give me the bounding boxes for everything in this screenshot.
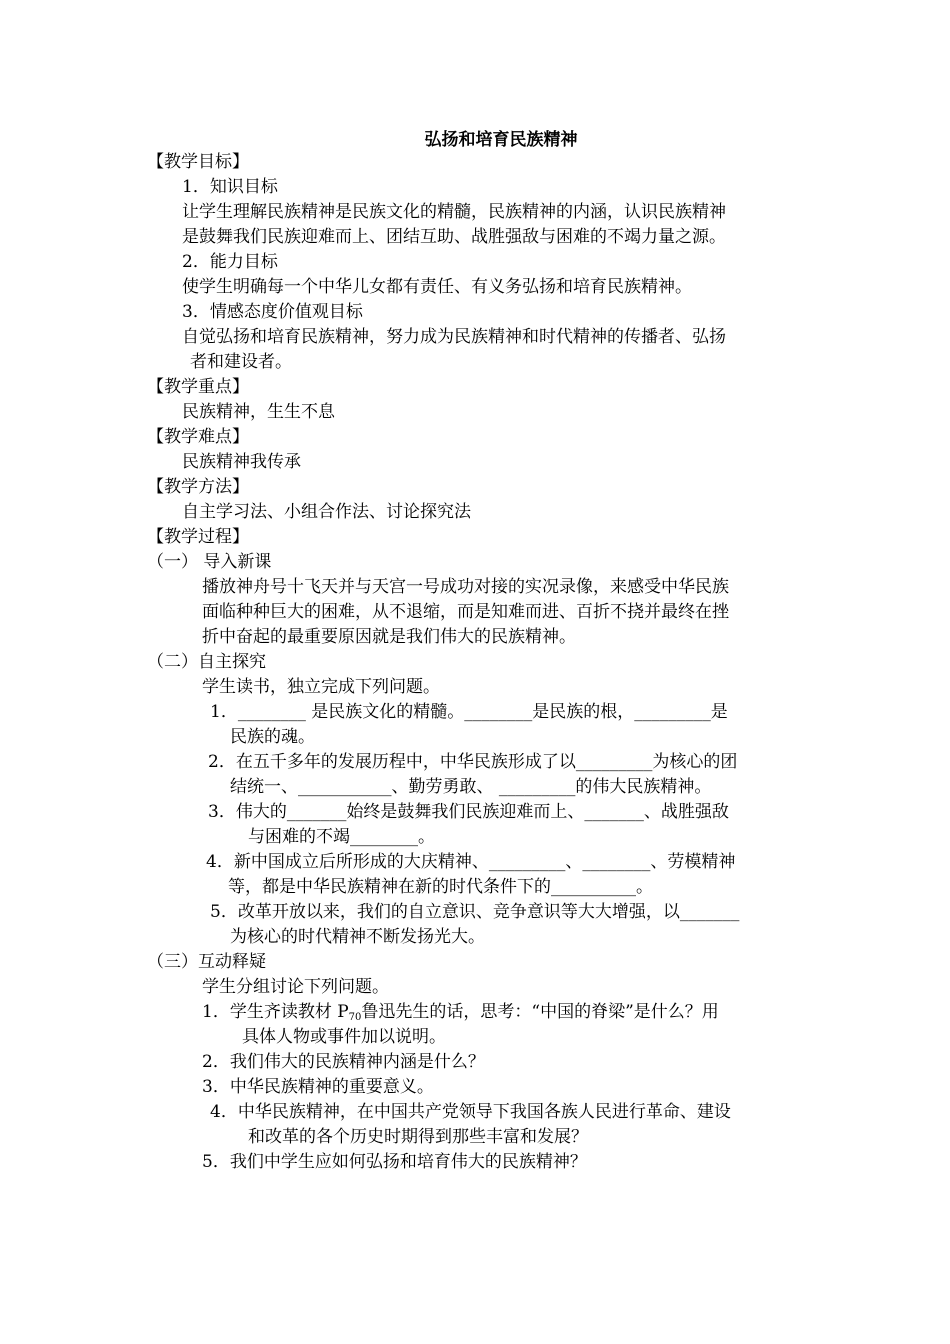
text-line <box>242 1025 446 1049</box>
text-line <box>182 300 363 324</box>
text-line <box>147 425 249 449</box>
line-text: 【教学目标】 <box>147 152 249 172</box>
line-text: 2．我们伟大的民族精神内涵是什么？ <box>202 1052 485 1072</box>
page-subscript: 70 <box>348 1012 362 1023</box>
text-line <box>210 700 728 724</box>
text-line <box>210 1100 731 1124</box>
line-text: 播放神舟号十飞天并与天宫一号成功对接的实况录像，来感受中华民族 <box>202 577 729 597</box>
line-text: 使学生明确每一个中华儿女都有责任、有义务弘扬和培育民族精神。 <box>182 277 692 297</box>
line-text: 【教学难点】 <box>147 427 249 447</box>
line-text: 为核心的时代精神不断发扬光大。 <box>230 927 485 947</box>
text-line <box>202 975 389 999</box>
text-line <box>202 1050 485 1074</box>
text-line <box>147 550 271 574</box>
line-text: 让学生理解民族精神是民族文化的精髓，民族精神的内涵，认识民族精神 <box>182 202 726 222</box>
line-text: （三）互动释疑 <box>147 952 266 972</box>
text-line <box>202 1075 434 1099</box>
line-text: 民族精神，生生不息 <box>182 402 335 422</box>
line-text: 【教学重点】 <box>147 377 249 397</box>
text-line <box>182 200 726 224</box>
line-text: 1．________ 是民族文化的精髓。________是民族的根，_________是 <box>210 702 728 722</box>
line-text: 折中奋起的最重要原因就是我们伟大的民族精神。 <box>202 627 576 647</box>
text-line <box>202 625 576 649</box>
line-text: 和改革的各个历史时期得到那些丰富和发展？ <box>248 1127 588 1147</box>
text-line <box>182 500 471 524</box>
text-line <box>202 675 440 699</box>
line-text: 面临种种巨大的困难，从不退缩，而是知难而进、百折不挠并最终在挫 <box>202 602 729 622</box>
line-text: 自觉弘扬和培育民族精神，努力成为民族精神和时代精神的传播者、弘扬 <box>182 327 726 347</box>
line-text: 学生分组讨论下列问题。 <box>202 977 389 997</box>
line-text: 【教学过程】 <box>147 527 249 547</box>
line-text: 3．中华民族精神的重要意义。 <box>202 1077 434 1097</box>
line-text: 自主学习法、小组合作法、讨论探究法 <box>182 502 471 522</box>
text-line <box>147 150 249 174</box>
text-line <box>147 475 249 499</box>
line-text: 结统一、___________、勤劳勇敢、 _________的伟大民族精神。 <box>230 777 712 797</box>
line-text: 民族的魂。 <box>230 727 315 747</box>
text-line <box>230 925 485 949</box>
text-line <box>182 225 726 249</box>
line-text: （一） 导入新课 <box>147 552 272 572</box>
line-text: 【教学方法】 <box>147 477 249 497</box>
line-text: 具体人物或事件加以说明。 <box>242 1027 446 1047</box>
line-text: 等，都是中华民族精神在新的时代条件下的__________。 <box>228 877 653 897</box>
text-line <box>248 825 435 849</box>
line-text: 3．情感态度价值观目标 <box>182 302 363 322</box>
text-line <box>182 450 301 474</box>
line-text: 学生读书，独立完成下列问题。 <box>202 677 440 697</box>
text-line <box>182 325 726 349</box>
text-line <box>147 375 249 399</box>
line-text: 2．能力目标 <box>182 252 278 272</box>
text-line <box>208 800 729 824</box>
text-line <box>202 575 729 599</box>
line-text: 5．改革开放以来，我们的自立意识、竞争意识等大大增强，以_______ <box>210 902 740 922</box>
text-line <box>147 950 266 974</box>
text-line <box>147 650 266 674</box>
text-line <box>202 600 729 624</box>
text-line <box>202 1150 587 1174</box>
line-text: 民族精神我传承 <box>182 452 301 472</box>
line-text: 与困难的不竭________。 <box>248 827 435 847</box>
line-text: 3．伟大的_______始终是鼓舞我们民族迎难而上、_______、战胜强敌 <box>208 802 729 822</box>
line-text: 1．知识目标 <box>182 177 278 197</box>
line-text: 是鼓舞我们民族迎难而上、团结互助、战胜强敌与困难的不竭力量之源。 <box>182 227 726 247</box>
text-line <box>182 250 278 274</box>
document-title: 弘扬和培育民族精神 <box>424 130 578 150</box>
line-text: （二）自主探究 <box>147 652 266 672</box>
text-line <box>182 400 335 424</box>
line-text: 5．我们中学生应如何弘扬和培育伟大的民族精神？ <box>202 1152 587 1172</box>
text-line <box>190 350 292 374</box>
line-text: 4．新中国成立后所形成的大庆精神、_________、________、劳模精神 <box>206 852 736 872</box>
text-line <box>210 900 739 924</box>
text-line <box>182 275 692 299</box>
text-line <box>230 775 711 799</box>
text-line <box>248 1125 588 1149</box>
text-line <box>182 175 278 199</box>
line-text: 4．中华民族精神，在中国共产党领导下我国各族人民进行革命、建设 <box>210 1102 731 1122</box>
text-line <box>230 725 315 749</box>
text-line <box>147 525 249 549</box>
text-line <box>228 875 653 899</box>
line-text: 者和建设者。 <box>190 352 292 372</box>
line-text: 1．学生齐读教材 P <box>202 1002 349 1022</box>
line-text: 2．在五千多年的发展历程中，中华民族形成了以_________为核心的团 <box>208 752 738 772</box>
line-text-rest: 鲁迅先生的话，思考：“中国的脊梁”是什么？用 <box>361 1002 719 1022</box>
text-line <box>206 850 735 874</box>
text-line <box>208 750 737 774</box>
